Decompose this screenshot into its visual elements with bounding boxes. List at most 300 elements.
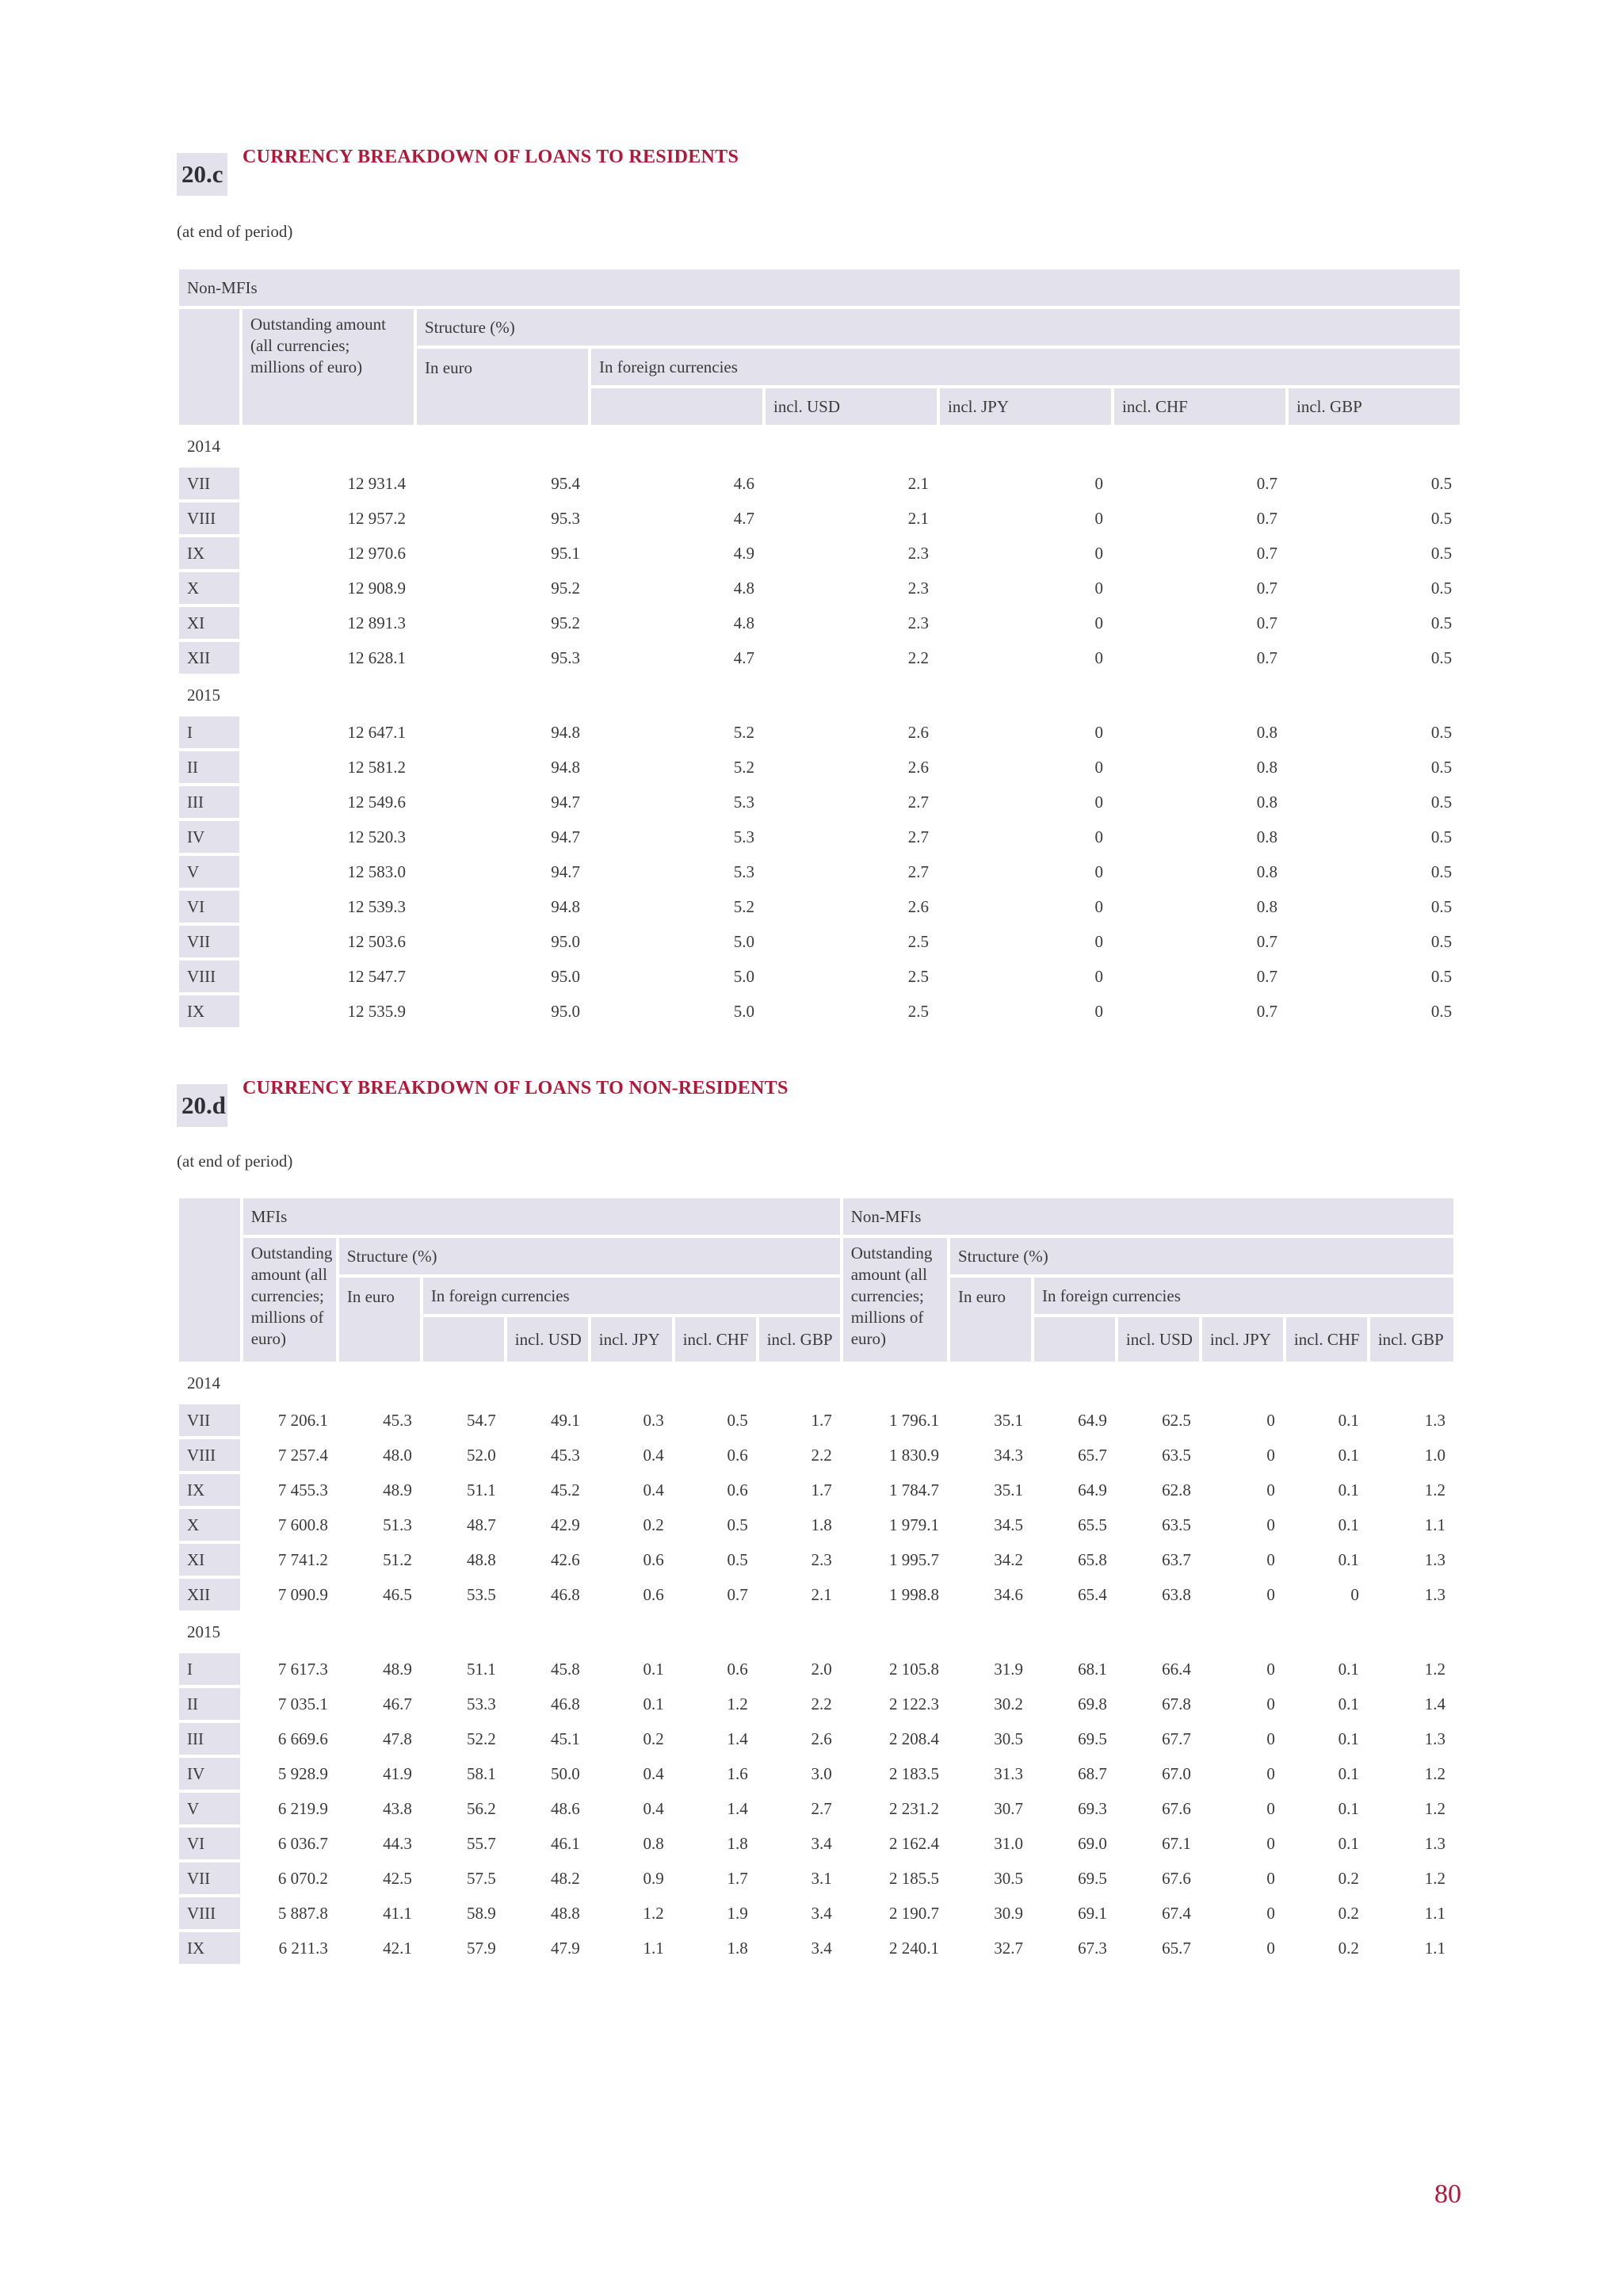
value-cell: 4.8 [591, 572, 762, 604]
table-row [179, 751, 1460, 783]
value-cell: 65.7 [1118, 1932, 1199, 1964]
section-c-number: 20.c [177, 153, 227, 196]
value-cell: 0 [1202, 1688, 1283, 1720]
value-cell: 58.1 [423, 1758, 504, 1790]
value-cell: 7 455.3 [243, 1474, 336, 1506]
value-cell: 45.8 [507, 1653, 588, 1685]
value-cell: 0.5 [675, 1544, 756, 1576]
value-cell: 1.0 [1370, 1439, 1453, 1471]
value-cell: 1.7 [759, 1404, 840, 1436]
value-cell: 0.6 [591, 1544, 672, 1576]
value-cell: 2.3 [766, 607, 937, 639]
value-cell: 2 183.5 [843, 1758, 947, 1790]
value-cell: 1.6 [675, 1758, 756, 1790]
value-cell: 0.4 [591, 1758, 672, 1790]
value-cell: 42.6 [507, 1544, 588, 1576]
value-cell: 95.1 [417, 537, 588, 569]
value-cell: 12 931.4 [242, 468, 414, 499]
value-cell: 68.1 [1034, 1653, 1115, 1685]
value-cell: 65.7 [1034, 1439, 1115, 1471]
value-cell: 3.4 [759, 1828, 840, 1859]
value-cell: 0.1 [1286, 1723, 1367, 1755]
header-nonmfi-incl-jpy: incl. JPY [1202, 1317, 1283, 1362]
value-cell: 45.3 [339, 1404, 420, 1436]
period-cell: II [179, 1688, 240, 1720]
header-in-foreign-currencies: In foreign currencies [591, 349, 1460, 385]
value-cell: 95.0 [417, 995, 588, 1027]
value-cell: 0.6 [591, 1579, 672, 1610]
value-cell: 12 547.7 [242, 961, 414, 992]
value-cell: 0.2 [1286, 1862, 1367, 1894]
value-cell: 31.3 [950, 1758, 1031, 1790]
value-cell: 0 [1202, 1404, 1283, 1436]
value-cell: 69.0 [1034, 1828, 1115, 1859]
table-row [179, 1509, 1453, 1541]
value-cell: 0 [940, 856, 1111, 888]
value-cell: 0.8 [1114, 751, 1285, 783]
value-cell: 46.7 [339, 1688, 420, 1720]
value-cell: 0.1 [1286, 1793, 1367, 1824]
header-nonmfi-foreign-total-blank [1034, 1317, 1115, 1362]
value-cell: 0.7 [1114, 961, 1285, 992]
value-cell: 30.5 [950, 1862, 1031, 1894]
period-cell: VI [179, 1828, 240, 1859]
value-cell: 0.5 [1289, 572, 1460, 604]
value-cell: 69.5 [1034, 1723, 1115, 1755]
page-number: 80 [1434, 2179, 1461, 2209]
period-cell: III [179, 786, 239, 818]
value-cell: 0.5 [1289, 751, 1460, 783]
value-cell: 53.3 [423, 1688, 504, 1720]
value-cell: 95.3 [417, 642, 588, 674]
value-cell: 0.1 [1286, 1544, 1367, 1576]
value-cell: 5.0 [591, 995, 762, 1027]
value-cell: 30.5 [950, 1723, 1031, 1755]
value-cell: 42.1 [339, 1932, 420, 1964]
value-cell: 48.9 [339, 1653, 420, 1685]
table-row [179, 1544, 1453, 1576]
value-cell: 3.4 [759, 1932, 840, 1964]
table-row [179, 1688, 1453, 1720]
value-cell: 1.2 [1370, 1862, 1453, 1894]
value-cell: 0 [940, 891, 1111, 923]
value-cell: 0.7 [1114, 572, 1285, 604]
value-cell: 5.0 [591, 961, 762, 992]
period-cell: IX [179, 1474, 240, 1506]
table-row [179, 786, 1460, 818]
value-cell: 63.5 [1118, 1509, 1199, 1541]
value-cell: 34.6 [950, 1579, 1031, 1610]
value-cell: 51.2 [339, 1544, 420, 1576]
value-cell: 2 240.1 [843, 1932, 947, 1964]
value-cell: 7 206.1 [243, 1404, 336, 1436]
section-d-subtitle: (at end of period) [177, 1152, 293, 1171]
group-header-non-mfis: Non-MFIs [179, 269, 1460, 306]
value-cell: 0.5 [675, 1509, 756, 1541]
period-cell: I [179, 716, 239, 748]
value-cell: 0.4 [591, 1474, 672, 1506]
value-cell: 1.1 [591, 1932, 672, 1964]
header-corner [179, 309, 239, 425]
value-cell: 94.8 [417, 891, 588, 923]
value-cell: 0 [940, 751, 1111, 783]
value-cell: 45.1 [507, 1723, 588, 1755]
value-cell: 46.5 [339, 1579, 420, 1610]
value-cell: 31.9 [950, 1653, 1031, 1685]
value-cell: 67.4 [1118, 1897, 1199, 1929]
year-row-2015: 2015 [179, 1614, 1453, 1650]
value-cell: 0.9 [591, 1862, 672, 1894]
value-cell: 1.7 [759, 1474, 840, 1506]
period-cell: XI [179, 607, 239, 639]
value-cell: 65.8 [1034, 1544, 1115, 1576]
table-row [179, 468, 1460, 499]
value-cell: 1.9 [675, 1897, 756, 1929]
value-cell: 0 [1202, 1897, 1283, 1929]
value-cell: 0.7 [1114, 642, 1285, 674]
value-cell: 0 [1202, 1474, 1283, 1506]
value-cell: 51.1 [423, 1653, 504, 1685]
value-cell: 2 105.8 [843, 1653, 947, 1685]
value-cell: 67.1 [1118, 1828, 1199, 1859]
value-cell: 46.8 [507, 1579, 588, 1610]
value-cell: 12 535.9 [242, 995, 414, 1027]
value-cell: 12 583.0 [242, 856, 414, 888]
period-cell: VIII [179, 961, 239, 992]
value-cell: 0.6 [675, 1439, 756, 1471]
period-cell: II [179, 751, 239, 783]
value-cell: 0.7 [1114, 502, 1285, 534]
period-cell: V [179, 856, 239, 888]
table-row [179, 537, 1460, 569]
period-cell: XII [179, 1579, 240, 1610]
value-cell: 34.3 [950, 1439, 1031, 1471]
value-cell: 2.1 [759, 1579, 840, 1610]
value-cell: 0.2 [1286, 1897, 1367, 1929]
section-c-subtitle: (at end of period) [177, 222, 293, 241]
table-row [179, 926, 1460, 957]
value-cell: 0.5 [1289, 642, 1460, 674]
value-cell: 42.9 [507, 1509, 588, 1541]
header-mfi-outstanding-amount: Outstanding amount (all currencies; millions of euro) [243, 1238, 336, 1362]
value-cell: 0 [1202, 1723, 1283, 1755]
value-cell: 1 796.1 [843, 1404, 947, 1436]
value-cell: 95.0 [417, 961, 588, 992]
value-cell: 41.1 [339, 1897, 420, 1929]
value-cell: 4.6 [591, 468, 762, 499]
value-cell: 41.9 [339, 1758, 420, 1790]
table-row [179, 1404, 1453, 1436]
period-cell: X [179, 572, 239, 604]
table-row [179, 821, 1460, 853]
table-row [179, 642, 1460, 674]
value-cell: 48.8 [507, 1897, 588, 1929]
value-cell: 43.8 [339, 1793, 420, 1824]
value-cell: 0.5 [1289, 786, 1460, 818]
value-cell: 0.1 [1286, 1404, 1367, 1436]
period-cell: V [179, 1793, 240, 1824]
value-cell: 3.4 [759, 1897, 840, 1929]
group-header-mfis: MFIs [243, 1198, 840, 1235]
period-cell: IV [179, 1758, 240, 1790]
value-cell: 56.2 [423, 1793, 504, 1824]
value-cell: 30.7 [950, 1793, 1031, 1824]
value-cell: 6 036.7 [243, 1828, 336, 1859]
value-cell: 32.7 [950, 1932, 1031, 1964]
value-cell: 57.5 [423, 1862, 504, 1894]
period-cell: VIII [179, 502, 239, 534]
value-cell: 0.6 [675, 1653, 756, 1685]
value-cell: 0.5 [1289, 891, 1460, 923]
header-mfi-foreign-total-blank [423, 1317, 504, 1362]
value-cell: 46.8 [507, 1688, 588, 1720]
value-cell: 0 [940, 926, 1111, 957]
header-incl-gbp: incl. GBP [1289, 388, 1460, 425]
value-cell: 2.7 [766, 821, 937, 853]
value-cell: 0 [1202, 1509, 1283, 1541]
value-cell: 2 190.7 [843, 1897, 947, 1929]
value-cell: 0.1 [1286, 1688, 1367, 1720]
value-cell: 0.1 [591, 1653, 672, 1685]
value-cell: 2.7 [766, 786, 937, 818]
value-cell: 6 211.3 [243, 1932, 336, 1964]
section-d-title: CURRENCY BREAKDOWN OF LOANS TO NON-RESIDENTS [242, 1078, 789, 1098]
value-cell: 0.5 [1289, 961, 1460, 992]
table-row [179, 716, 1460, 748]
value-cell: 0.5 [1289, 926, 1460, 957]
value-cell: 0 [940, 502, 1111, 534]
value-cell: 7 741.2 [243, 1544, 336, 1576]
table-row [179, 1723, 1453, 1755]
value-cell: 0 [940, 537, 1111, 569]
value-cell: 0.1 [591, 1688, 672, 1720]
value-cell: 55.7 [423, 1828, 504, 1859]
table-row [179, 1653, 1453, 1685]
value-cell: 12 539.3 [242, 891, 414, 923]
header-mfi-incl-gbp: incl. GBP [759, 1317, 840, 1362]
header-nonmfi-in-euro: In euro [950, 1278, 1031, 1362]
period-cell: IV [179, 821, 239, 853]
value-cell: 7 090.9 [243, 1579, 336, 1610]
value-cell: 0.5 [1289, 856, 1460, 888]
value-cell: 4.7 [591, 642, 762, 674]
value-cell: 94.7 [417, 821, 588, 853]
value-cell: 12 957.2 [242, 502, 414, 534]
table-row [179, 1793, 1453, 1824]
value-cell: 53.5 [423, 1579, 504, 1610]
period-cell: VIII [179, 1897, 240, 1929]
value-cell: 1.4 [1370, 1688, 1453, 1720]
value-cell: 0.6 [675, 1474, 756, 1506]
value-cell: 0.5 [1289, 502, 1460, 534]
value-cell: 2.5 [766, 961, 937, 992]
value-cell: 0.1 [1286, 1758, 1367, 1790]
value-cell: 3.1 [759, 1862, 840, 1894]
value-cell: 35.1 [950, 1404, 1031, 1436]
header-nonmfi-outstanding-amount: Outstanding amount (all currencies; millions of euro) [843, 1238, 947, 1362]
value-cell: 12 503.6 [242, 926, 414, 957]
header-incl-jpy: incl. JPY [940, 388, 1111, 425]
value-cell: 0.1 [1286, 1439, 1367, 1471]
header-nonmfi-incl-gbp: incl. GBP [1370, 1317, 1453, 1362]
value-cell: 7 257.4 [243, 1439, 336, 1471]
value-cell: 54.7 [423, 1404, 504, 1436]
value-cell: 0 [1202, 1828, 1283, 1859]
period-cell: X [179, 1509, 240, 1541]
year-row-2015: 2015 [179, 677, 1460, 713]
value-cell: 5.3 [591, 856, 762, 888]
header-mfi-incl-chf: incl. CHF [675, 1317, 756, 1362]
value-cell: 47.9 [507, 1932, 588, 1964]
value-cell: 4.7 [591, 502, 762, 534]
header-nonmfi-incl-usd: incl. USD [1118, 1317, 1199, 1362]
value-cell: 47.8 [339, 1723, 420, 1755]
value-cell: 1 998.8 [843, 1579, 947, 1610]
header-nonmfi-incl-chf: incl. CHF [1286, 1317, 1367, 1362]
value-cell: 2.6 [766, 891, 937, 923]
year-row-2014: 2014 [179, 1365, 1453, 1401]
value-cell: 2.0 [759, 1653, 840, 1685]
value-cell: 52.0 [423, 1439, 504, 1471]
header-foreign-total-blank [591, 388, 762, 425]
value-cell: 63.8 [1118, 1579, 1199, 1610]
value-cell: 0.5 [1289, 995, 1460, 1027]
value-cell: 67.7 [1118, 1723, 1199, 1755]
table-row [179, 502, 1460, 534]
period-cell: XI [179, 1544, 240, 1576]
value-cell: 1.7 [675, 1862, 756, 1894]
value-cell: 0 [1202, 1793, 1283, 1824]
value-cell: 0.4 [591, 1793, 672, 1824]
value-cell: 5.0 [591, 926, 762, 957]
value-cell: 57.9 [423, 1932, 504, 1964]
value-cell: 2 231.2 [843, 1793, 947, 1824]
value-cell: 1.3 [1370, 1579, 1453, 1610]
value-cell: 0.7 [675, 1579, 756, 1610]
value-cell: 2.1 [766, 502, 937, 534]
table-loans-residents [176, 266, 1463, 1030]
value-cell: 45.2 [507, 1474, 588, 1506]
table-row [179, 1758, 1453, 1790]
value-cell: 68.7 [1034, 1758, 1115, 1790]
value-cell: 64.9 [1034, 1474, 1115, 1506]
value-cell: 0.7 [1114, 537, 1285, 569]
value-cell: 5.3 [591, 821, 762, 853]
value-cell: 2.5 [766, 926, 937, 957]
value-cell: 45.3 [507, 1439, 588, 1471]
value-cell: 0.1 [1286, 1474, 1367, 1506]
value-cell: 6 219.9 [243, 1793, 336, 1824]
value-cell: 0.2 [591, 1509, 672, 1541]
value-cell: 0.8 [1114, 856, 1285, 888]
value-cell: 44.3 [339, 1828, 420, 1859]
table-row [179, 1897, 1453, 1929]
value-cell: 2 122.3 [843, 1688, 947, 1720]
value-cell: 48.9 [339, 1474, 420, 1506]
value-cell: 0.7 [1114, 468, 1285, 499]
table-row [179, 891, 1460, 923]
value-cell: 69.8 [1034, 1688, 1115, 1720]
period-cell: VII [179, 926, 239, 957]
period-cell: VII [179, 468, 239, 499]
value-cell: 0 [1202, 1653, 1283, 1685]
value-cell: 12 549.6 [242, 786, 414, 818]
table-row [179, 572, 1460, 604]
value-cell: 35.1 [950, 1474, 1031, 1506]
value-cell: 1.2 [675, 1688, 756, 1720]
table-row [179, 1474, 1453, 1506]
value-cell: 1.8 [759, 1509, 840, 1541]
value-cell: 50.0 [507, 1758, 588, 1790]
value-cell: 1.3 [1370, 1404, 1453, 1436]
value-cell: 0 [940, 961, 1111, 992]
value-cell: 5.3 [591, 786, 762, 818]
value-cell: 2.7 [759, 1793, 840, 1824]
value-cell: 34.5 [950, 1509, 1031, 1541]
value-cell: 95.4 [417, 468, 588, 499]
value-cell: 0 [940, 572, 1111, 604]
value-cell: 0 [940, 786, 1111, 818]
period-cell: VII [179, 1404, 240, 1436]
period-cell: IX [179, 995, 239, 1027]
header-mfi-in-foreign-currencies: In foreign currencies [423, 1278, 840, 1314]
value-cell: 1 995.7 [843, 1544, 947, 1576]
value-cell: 0.8 [1114, 716, 1285, 748]
value-cell: 52.2 [423, 1723, 504, 1755]
value-cell: 95.3 [417, 502, 588, 534]
value-cell: 46.1 [507, 1828, 588, 1859]
value-cell: 5.2 [591, 716, 762, 748]
value-cell: 2.5 [766, 995, 937, 1027]
value-cell: 0.7 [1114, 926, 1285, 957]
value-cell: 0.4 [591, 1439, 672, 1471]
header-nonmfi-structure: Structure (%) [950, 1238, 1453, 1274]
value-cell: 2 185.5 [843, 1862, 947, 1894]
value-cell: 95.2 [417, 572, 588, 604]
table-row [179, 1932, 1453, 1964]
value-cell: 1 830.9 [843, 1439, 947, 1471]
value-cell: 1.1 [1370, 1932, 1453, 1964]
value-cell: 2.7 [766, 856, 937, 888]
value-cell: 49.1 [507, 1404, 588, 1436]
value-cell: 94.8 [417, 716, 588, 748]
value-cell: 0.7 [1114, 995, 1285, 1027]
value-cell: 0 [940, 821, 1111, 853]
value-cell: 48.2 [507, 1862, 588, 1894]
value-cell: 2.3 [759, 1544, 840, 1576]
value-cell: 63.7 [1118, 1544, 1199, 1576]
value-cell: 5.2 [591, 891, 762, 923]
period-cell: XII [179, 642, 239, 674]
value-cell: 69.1 [1034, 1897, 1115, 1929]
value-cell: 6 070.2 [243, 1862, 336, 1894]
value-cell: 30.2 [950, 1688, 1031, 1720]
value-cell: 0.5 [1289, 607, 1460, 639]
value-cell: 62.8 [1118, 1474, 1199, 1506]
value-cell: 2.6 [759, 1723, 840, 1755]
header-corner [179, 1198, 240, 1362]
value-cell: 2.1 [766, 468, 937, 499]
value-cell: 42.5 [339, 1862, 420, 1894]
value-cell: 1.2 [1370, 1653, 1453, 1685]
table-row [179, 607, 1460, 639]
value-cell: 2.2 [759, 1439, 840, 1471]
value-cell: 12 581.2 [242, 751, 414, 783]
value-cell: 0.2 [1286, 1932, 1367, 1964]
header-structure: Structure (%) [417, 309, 1460, 346]
value-cell: 48.8 [423, 1544, 504, 1576]
value-cell: 67.6 [1118, 1862, 1199, 1894]
